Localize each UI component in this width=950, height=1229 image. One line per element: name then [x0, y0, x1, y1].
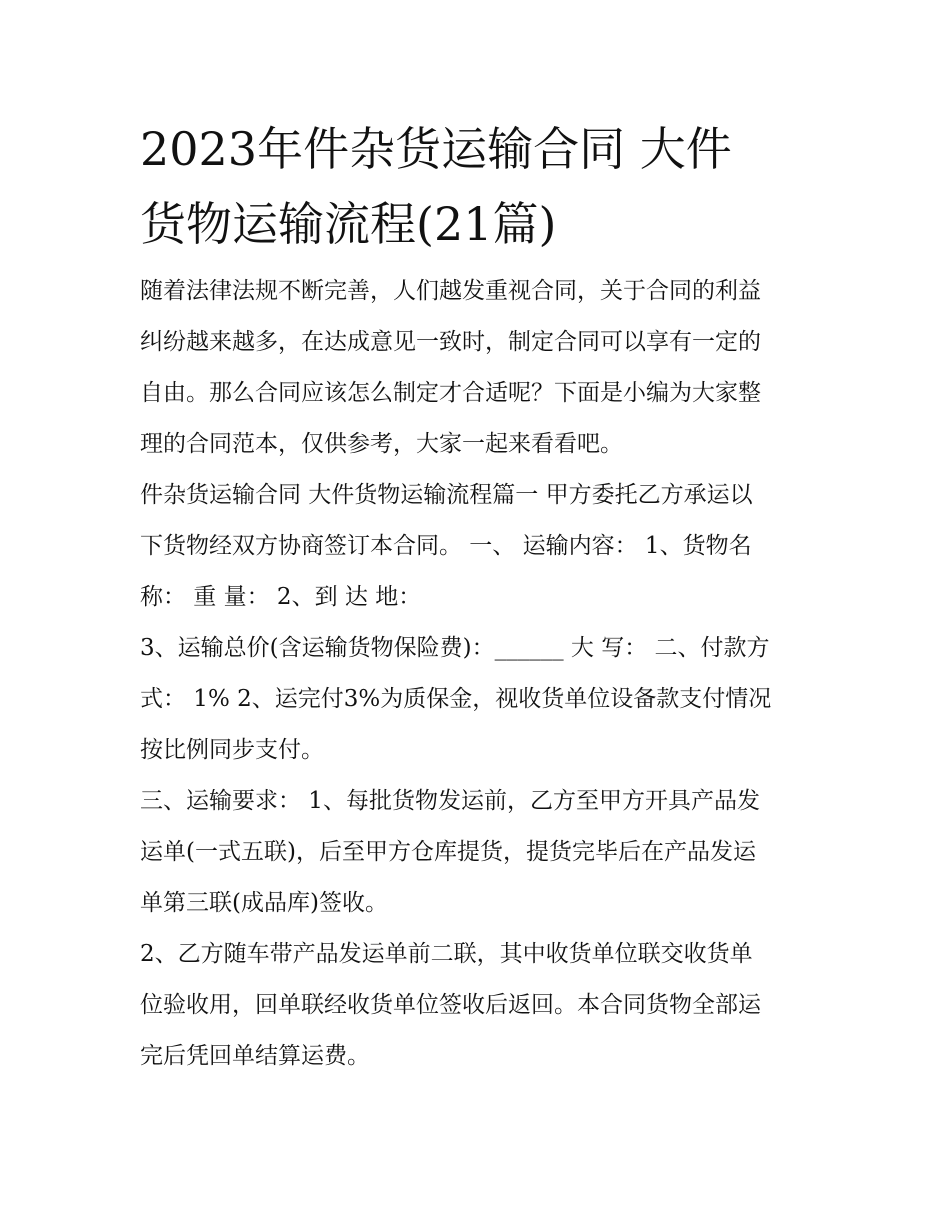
text-line: 按比例同步支付。 [140, 737, 324, 763]
title-line-1: 2023年件杂货运输合同 大件 [140, 122, 732, 176]
text-line: 运单(一式五联)，后至甲方仓库提货，提货完毕后在产品发运 [140, 839, 756, 865]
text-line: 完后凭回单结算运费。 [140, 1043, 370, 1069]
paragraph-delivery-note [140, 929, 812, 1082]
paragraph-requirements [140, 776, 812, 929]
text-line: 2、乙方随车带产品发运单前二联，其中收货单位联交收货单 [140, 941, 753, 967]
text-line: 件杂货运输合同 大件货物运输流程篇一 甲方委托乙方承运以 [140, 482, 753, 508]
title-line-2: 货物运输流程(21篇) [140, 197, 557, 251]
text-line: 下货物经双方协商签订本合同。 一、 运输内容： 1、货物名 [140, 533, 752, 559]
document-title [140, 112, 812, 262]
text-line: 纠纷越来越多，在达成意见一致时，制定合同可以享有一定的 [140, 329, 761, 355]
paragraph-contract-intro [140, 470, 812, 623]
text-line: 自由。那么合同应该怎么制定才合适呢？下面是小编为大家整 [140, 380, 761, 406]
text-line: 三、运输要求： 1、每批货物发运前，乙方至甲方开具产品发 [140, 788, 760, 814]
text-line: 理的合同范本，仅供参考，大家一起来看看吧。 [140, 431, 623, 457]
text-line: 单第三联(成品库)签收。 [140, 890, 388, 916]
text-line: 3、运输总价(含运输货物保险费)：______ 大 写： 二、付款方 [140, 635, 770, 661]
document-page [140, 112, 812, 1082]
text-line: 式： 1% 2、运完付3%为质保金，视收货单位设备款支付情况 [140, 686, 772, 712]
text-line: 位验收用，回单联经收货单位签收后返回。本合同货物全部运 [140, 992, 761, 1018]
paragraph-intro [140, 266, 812, 470]
text-line: 称： 重 量： 2、到 达 地： [140, 584, 422, 610]
paragraph-payment [140, 623, 812, 776]
text-line: 随着法律法规不断完善，人们越发重视合同，关于合同的利益 [140, 278, 761, 304]
